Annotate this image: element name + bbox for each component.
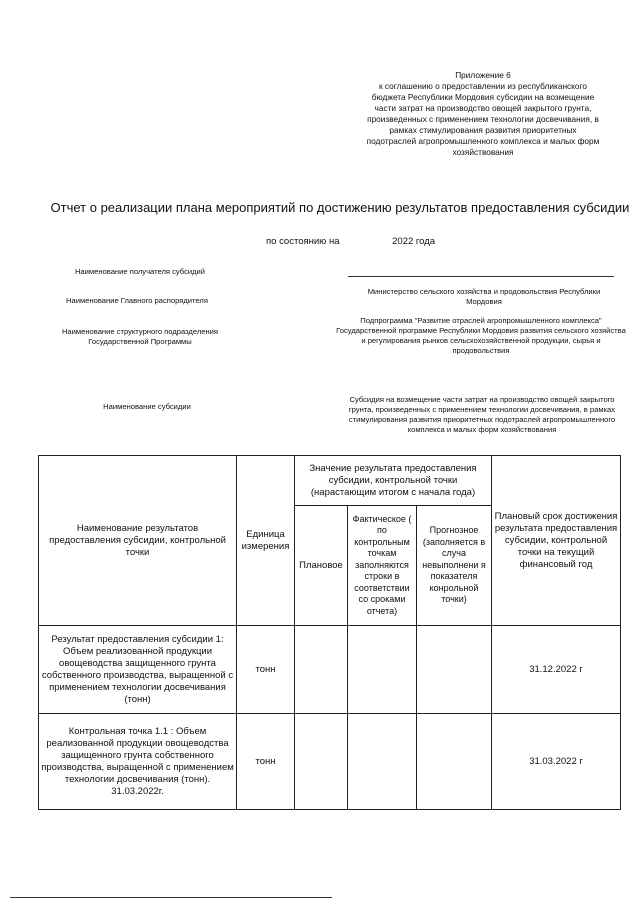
report-date-line	[266, 236, 435, 247]
row-deadline: 31.03.2022 г	[492, 714, 621, 810]
appendix-line: бюджета Республики Мордовия субсидии на возмещение	[371, 92, 595, 102]
appendix-line: Приложение 6	[455, 70, 511, 80]
appendix-line: части затрат на производство овощей закрытого грунта,	[374, 103, 592, 113]
subsidy-value: Субсидия на возмещение части затрат на производство овощей закрытого грунта, произведенных с применением технологии досвечивания, в рамках стимулирования развития приоритетных подотраслей агропромышленного комплекса и малых форм хозяйствования	[348, 395, 616, 434]
header-name: Наименование результатов предоставления субсидии, контрольной точки	[39, 456, 237, 626]
appendix-line: рамках стимулирования развития приоритетных	[389, 125, 577, 135]
year-label: 2022 года	[392, 236, 436, 247]
manager-label: Наименование Главного распорядителя	[66, 296, 208, 305]
row-forecast	[417, 714, 492, 810]
row-actual	[348, 626, 417, 714]
row-unit: тонн	[237, 714, 295, 810]
report-title: Отчет о реализации плана мероприятий по достижению результатов предоставления субсидии	[50, 200, 630, 215]
division-label: Наименование структурного подразделения Государственной Программы	[61, 327, 219, 346]
header-unit: Единица измерения	[237, 456, 295, 626]
recipient-underline	[348, 276, 614, 277]
appendix-line: произведенных с применением технологии досвечивания, в	[367, 114, 599, 124]
row-unit: тонн	[237, 626, 295, 714]
row-name: Результат предоставления субсидии 1: Объем реализованной продукции овощеводства защищенного грунта собственного производства, выращенной с применением технологии досвечивания (тонн)	[39, 626, 237, 714]
manager-value: Министерство сельского хозяйства и продовольствия Республики Мордовия	[367, 287, 601, 306]
table-row	[39, 626, 621, 714]
row-planned	[295, 626, 348, 714]
row-actual	[348, 714, 417, 810]
footnote-separator	[10, 897, 332, 898]
appendix-line: хозяйствования	[452, 147, 514, 157]
header-deadline: Плановый срок достижения результата предоставления субсидии, контрольной точки на текущий финансовый год	[492, 456, 621, 626]
header-value-group: Значение результата предоставления субсидии, контрольной точки (нарастающим итогом с начала года)	[295, 456, 492, 506]
header-forecast: Прогнозное (заполняется в случа невыполнени я показателя конрольной точки)	[417, 506, 492, 626]
appendix-line: подотраслей агропромышленного комплекса и малых форм	[366, 136, 600, 146]
table-row	[39, 714, 621, 810]
row-planned	[295, 714, 348, 810]
header-actual: Фактическое ( по контрольным точкам заполняются строки в соответствии со сроками отчета)	[348, 506, 417, 626]
division-value: Подпрограмма "Развитие отраслей агропромышленного комплекса" Государственной программе Республики Мордовия развития сельского хозяйства и регулирования рынков сельскохозяйственной продукции, сырья и продовольствия	[336, 316, 626, 355]
recipient-label: Наименование получателя субсидий	[74, 267, 206, 276]
appendix-block	[338, 70, 628, 158]
appendix-line: к соглашению о предоставлении из республиканского	[379, 81, 587, 91]
as-of-label: по состоянию на	[266, 236, 340, 247]
results-table	[38, 455, 621, 810]
row-deadline: 31.12.2022 г	[492, 626, 621, 714]
row-forecast	[417, 626, 492, 714]
header-planned: Плановое	[295, 506, 348, 626]
row-name: Контрольная точка 1.1 : Объем реализованной продукции овощеводства защищенного грунта собственного производства, выращенной с применением технологии досвечивания (тонн). 31.03.2022г.	[39, 714, 237, 810]
subsidy-label: Наименование субсидии	[103, 402, 191, 411]
